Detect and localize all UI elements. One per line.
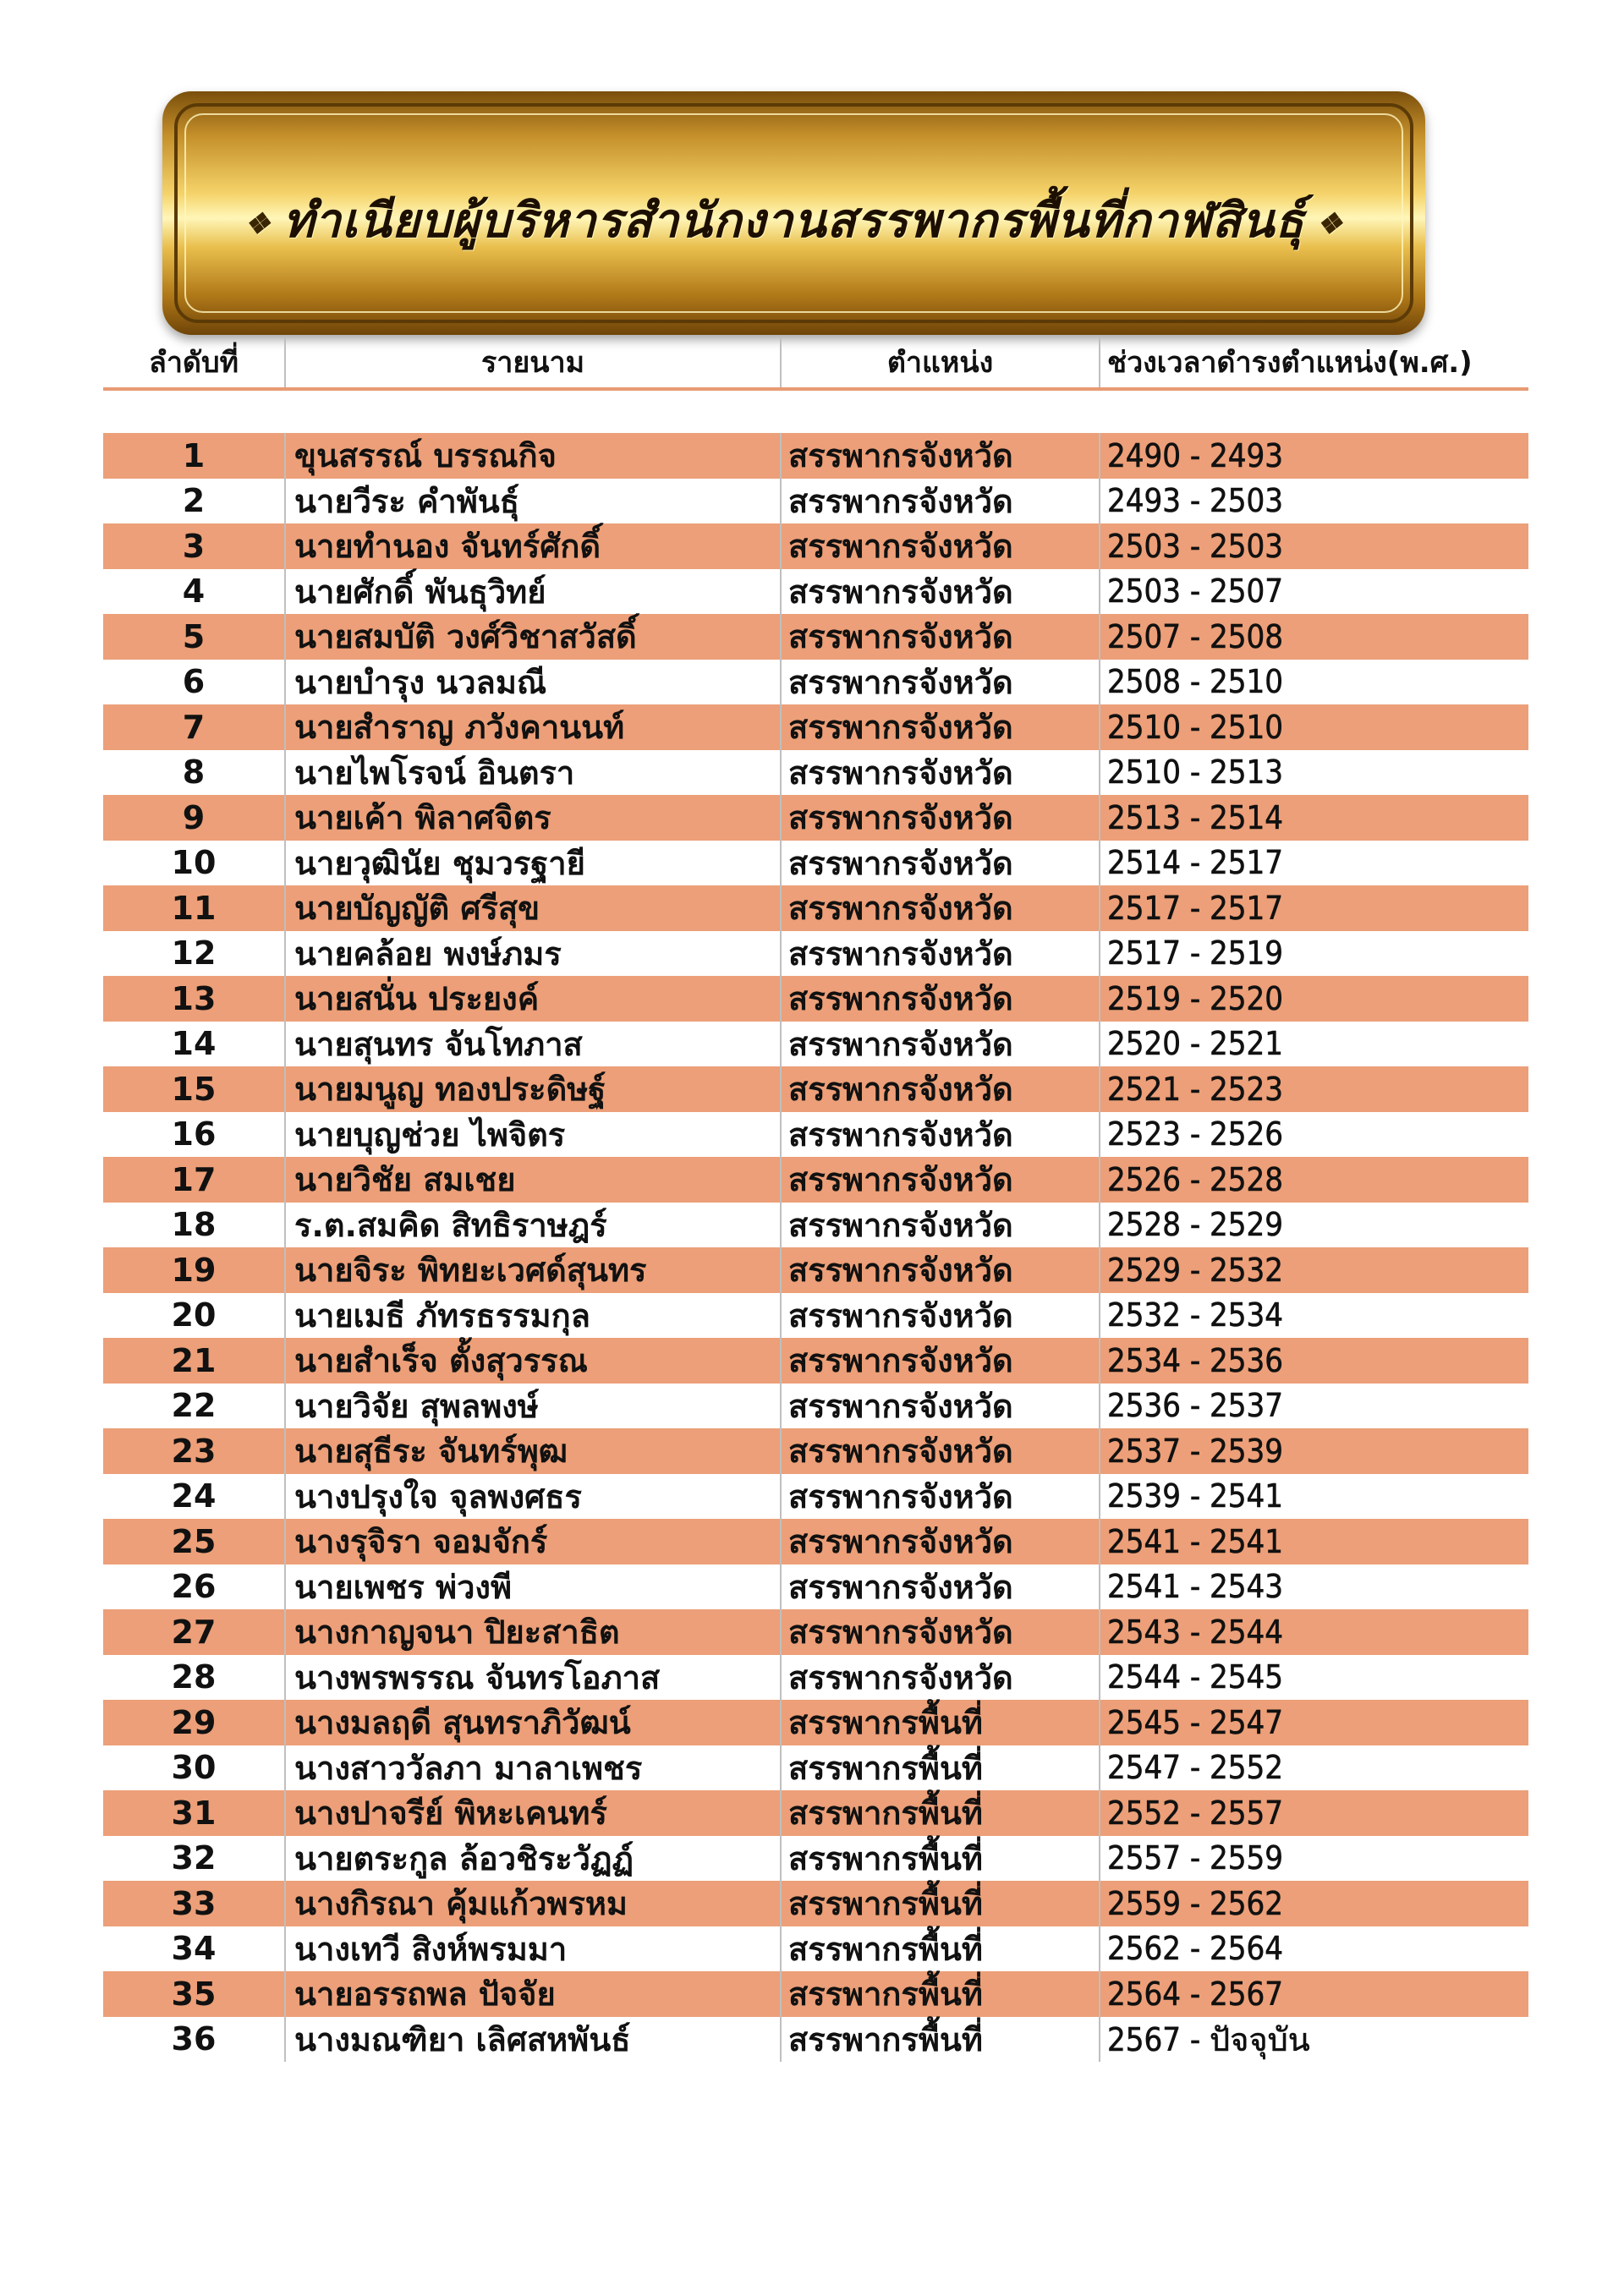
row-period: 2544 - 2545: [1099, 1655, 1528, 1701]
row-name: นายมนูญ ทองประดิษฐ์: [284, 1066, 780, 1112]
row-name: นางมณฑิยา เลิศสหพันธ์: [284, 2017, 780, 2063]
row-position: สรรพากรจังหวัด: [780, 704, 1099, 750]
table-row: [103, 1203, 1528, 1248]
row-name: นางปาจรีย์ พิหะเคนทร์: [284, 1790, 780, 1836]
table-row: [103, 976, 1528, 1022]
row-order: 29: [171, 1703, 217, 1741]
row-name: นายอรรถพล ปัจจัย: [284, 1971, 780, 2017]
row-name: นายไพโรจน์ อินตรา: [284, 750, 780, 796]
table-row: [103, 795, 1528, 841]
row-order: 20: [171, 1296, 217, 1334]
page-title: [162, 183, 1425, 258]
row-period: 2541 - 2541: [1099, 1519, 1528, 1564]
table-row: [103, 931, 1528, 977]
table-row: [103, 1836, 1528, 1882]
row-position: สรรพากรจังหวัด: [780, 1293, 1099, 1339]
row-period: 2519 - 2520: [1099, 976, 1528, 1022]
row-position: สรรพากรพื้นที่: [780, 1790, 1099, 1836]
table-row: [103, 1112, 1528, 1158]
row-order: 4: [182, 573, 206, 611]
table-row: [103, 1474, 1528, 1520]
row-position: สรรพากรจังหวัด: [780, 614, 1099, 660]
row-name: นายศักดิ์ พันธุวิทย์: [284, 569, 780, 615]
table-row: [103, 523, 1528, 569]
row-order: 10: [171, 844, 217, 882]
row-period: 2521 - 2523: [1099, 1066, 1528, 1112]
row-order: 15: [171, 1070, 217, 1108]
row-order: 3: [182, 527, 206, 565]
directors-table: [103, 337, 1528, 2062]
row-name: นายเมธี ภัทรธรรมกุล: [284, 1293, 780, 1339]
row-name: นายบัญญัติ ศรีสุข: [284, 885, 780, 931]
row-period: 2562 - 2564: [1099, 1926, 1528, 1972]
row-order: 21: [171, 1341, 217, 1379]
table-row: [103, 1066, 1528, 1112]
row-name: นางกิรณา คุ้มแก้วพรหม: [284, 1881, 780, 1926]
table-row: [103, 614, 1528, 660]
page-title-text: ทำเนียบผู้บริหารสำนักงานสรรพากรพื้นที่กาฬสินธุ์: [283, 193, 1305, 249]
row-position: สรรพากรพื้นที่: [780, 1700, 1099, 1745]
table-spacer-row: [103, 391, 1528, 433]
row-name: นายสมบัติ วงศ์วิชาสวัสดิ์: [284, 614, 780, 660]
ornament-left-icon: ❖: [244, 207, 272, 242]
row-period: 2503 - 2503: [1099, 523, 1528, 569]
row-name: นายเพชร พ่วงพี: [284, 1564, 780, 1610]
row-period: 2510 - 2513: [1099, 750, 1528, 796]
row-period: 2552 - 2557: [1099, 1790, 1528, 1836]
row-order: 23: [171, 1432, 217, 1470]
row-position: สรรพากรจังหวัด: [780, 1474, 1099, 1520]
table-row: [103, 750, 1528, 796]
table-header: [103, 337, 1528, 391]
row-position: สรรพากรจังหวัด: [780, 1384, 1099, 1429]
row-period: 2513 - 2514: [1099, 795, 1528, 841]
row-order: 26: [171, 1568, 217, 1606]
row-order: 18: [171, 1206, 217, 1244]
table-row: [103, 1564, 1528, 1610]
row-position: สรรพากรจังหวัด: [780, 523, 1099, 569]
row-name: นางปรุงใจ จุลพงศธร: [284, 1474, 780, 1520]
row-order: 7: [182, 708, 206, 746]
row-position: สรรพากรจังหวัด: [780, 931, 1099, 977]
row-period: 2532 - 2534: [1099, 1293, 1528, 1339]
row-position: สรรพากรจังหวัด: [780, 976, 1099, 1022]
row-period: 2534 - 2536: [1099, 1338, 1528, 1384]
row-name: นางเทวี สิงห์พรมมา: [284, 1926, 780, 1972]
row-period: 2547 - 2552: [1099, 1745, 1528, 1791]
row-name: นายสำราญ ภวังคานนท์: [284, 704, 780, 750]
row-order: 34: [171, 1930, 217, 1968]
row-position: สรรพากรจังหวัด: [780, 1338, 1099, 1384]
row-position: สรรพากรจังหวัด: [780, 1022, 1099, 1067]
table-row: [103, 704, 1528, 750]
table-row: [103, 1700, 1528, 1745]
row-period: 2545 - 2547: [1099, 1700, 1528, 1745]
row-position: สรรพากรพื้นที่: [780, 1836, 1099, 1882]
row-position: สรรพากรจังหวัด: [780, 569, 1099, 615]
row-position: สรรพากรจังหวัด: [780, 1157, 1099, 1203]
row-order: 8: [182, 753, 206, 792]
row-name: นายสุนทร จันโทภาส: [284, 1022, 780, 1067]
row-name: นายเค้า พิลาศจิตร: [284, 795, 780, 841]
table-row: [103, 1247, 1528, 1293]
row-name: ร.ต.สมคิด สิทธิราษฎร์: [284, 1203, 780, 1248]
row-period: 2537 - 2539: [1099, 1428, 1528, 1474]
row-position: สรรพากรจังหวัด: [780, 795, 1099, 841]
row-period: 2564 - 2567: [1099, 1971, 1528, 2017]
row-period: 2557 - 2559: [1099, 1836, 1528, 1882]
row-order: 25: [171, 1522, 217, 1560]
row-period: 2490 - 2493: [1099, 433, 1528, 479]
row-period: 2523 - 2526: [1099, 1112, 1528, 1158]
table-row: [103, 1881, 1528, 1926]
header-order: ลำดับที่: [148, 346, 239, 380]
row-period: 2517 - 2517: [1099, 885, 1528, 931]
row-order: 1: [182, 436, 206, 474]
row-period: 2517 - 2519: [1099, 931, 1528, 977]
row-period: 2543 - 2544: [1099, 1609, 1528, 1655]
row-order: 11: [171, 889, 217, 927]
row-name: นายบุญช่วย ไพจิตร: [284, 1112, 780, 1158]
table-row: [103, 1338, 1528, 1384]
row-position: สรรพากรพื้นที่: [780, 1971, 1099, 2017]
table-body: [103, 433, 1528, 2062]
row-order: 17: [171, 1160, 217, 1198]
row-name: นางพรพรรณ จันทรโอภาส: [284, 1655, 780, 1701]
table-row: [103, 1926, 1528, 1972]
row-name: นายบำรุง นวลมณี: [284, 660, 780, 705]
header-position: ตำแหน่ง: [780, 337, 1099, 387]
row-name: นายวีระ คำพันธุ์: [284, 479, 780, 524]
row-period: 2510 - 2510: [1099, 704, 1528, 750]
row-period: 2528 - 2529: [1099, 1203, 1528, 1248]
table-row: [103, 1428, 1528, 1474]
table-row: [103, 885, 1528, 931]
row-position: สรรพากรจังหวัด: [780, 1564, 1099, 1610]
row-position: สรรพากรจังหวัด: [780, 1203, 1099, 1248]
table-row: [103, 1971, 1528, 2017]
table-row: [103, 433, 1528, 479]
row-position: สรรพากรพื้นที่: [780, 1881, 1099, 1926]
row-period: 2559 - 2562: [1099, 1881, 1528, 1926]
row-order: 12: [171, 934, 217, 973]
row-order: 22: [171, 1387, 217, 1425]
row-order: 16: [171, 1115, 217, 1153]
row-period: 2567 - ปัจจุบัน: [1099, 2017, 1528, 2063]
table-row: [103, 1022, 1528, 1067]
row-order: 14: [171, 1025, 217, 1063]
row-position: สรรพากรจังหวัด: [780, 1519, 1099, 1564]
row-position: สรรพากรจังหวัด: [780, 433, 1099, 479]
row-period: 2526 - 2528: [1099, 1157, 1528, 1203]
row-name: นายวิชัย สมเชย: [284, 1157, 780, 1203]
row-name: ขุนสรรณ์ บรรณกิจ: [284, 433, 780, 479]
table-row: [103, 1157, 1528, 1203]
table-row: [103, 1609, 1528, 1655]
row-period: 2514 - 2517: [1099, 841, 1528, 886]
row-order: 9: [182, 798, 206, 836]
row-period: 2539 - 2541: [1099, 1474, 1528, 1520]
header-name: รายนาม: [284, 337, 780, 387]
row-order: 30: [171, 1749, 217, 1787]
row-position: สรรพากรจังหวัด: [780, 479, 1099, 524]
row-order: 28: [171, 1658, 217, 1696]
row-period: 2507 - 2508: [1099, 614, 1528, 660]
table-row: [103, 1519, 1528, 1564]
row-order: 19: [171, 1251, 217, 1289]
row-order: 32: [171, 1839, 217, 1877]
row-name: นายวุฒินัย ชุมวรฐายี: [284, 841, 780, 886]
row-name: นางสาววัลภา มาลาเพชร: [284, 1745, 780, 1791]
title-plaque: [162, 91, 1425, 335]
row-order: 6: [182, 663, 206, 701]
row-position: สรรพากรพื้นที่: [780, 2017, 1099, 2063]
row-name: นายสำเร็จ ตั้งสุวรรณ: [284, 1338, 780, 1384]
ornament-right-icon: ❖: [1316, 207, 1343, 242]
row-position: สรรพากรจังหวัด: [780, 1066, 1099, 1112]
row-order: 24: [171, 1477, 217, 1515]
row-position: สรรพากรจังหวัด: [780, 1112, 1099, 1158]
row-name: นายจิระ พิทยะเวศด์สุนทร: [284, 1247, 780, 1293]
table-row: [103, 1745, 1528, 1791]
table-row: [103, 660, 1528, 705]
row-name: นายวิจัย สุพลพงษ์: [284, 1384, 780, 1429]
table-row: [103, 841, 1528, 886]
row-order: 36: [171, 2020, 217, 2058]
row-position: สรรพากรจังหวัด: [780, 660, 1099, 705]
row-name: นายทำนอง จันทร์ศักดิ์: [284, 523, 780, 569]
row-position: สรรพากรจังหวัด: [780, 1655, 1099, 1701]
row-name: นางกาญจนา ปิยะสาธิต: [284, 1609, 780, 1655]
row-order: 27: [171, 1613, 217, 1651]
table-row: [103, 1384, 1528, 1429]
table-row: [103, 1655, 1528, 1701]
row-name: นางมลฤดี สุนทราภิวัฒน์: [284, 1700, 780, 1745]
row-period: 2493 - 2503: [1099, 479, 1528, 524]
row-position: สรรพากรจังหวัด: [780, 750, 1099, 796]
row-position: สรรพากรพื้นที่: [780, 1745, 1099, 1791]
row-order: 31: [171, 1794, 217, 1832]
row-name: นายตระกูล ล้อวชิระวัฏฏ์: [284, 1836, 780, 1882]
row-position: สรรพากรจังหวัด: [780, 885, 1099, 931]
table-row: [103, 569, 1528, 615]
row-name: นายคล้อย พงษ์ภมร: [284, 931, 780, 977]
table-row: [103, 479, 1528, 524]
row-position: สรรพากรจังหวัด: [780, 1609, 1099, 1655]
row-position: สรรพากรจังหวัด: [780, 1428, 1099, 1474]
row-period: 2503 - 2507: [1099, 569, 1528, 615]
table-row: [103, 1790, 1528, 1836]
row-period: 2529 - 2532: [1099, 1247, 1528, 1293]
row-period: 2536 - 2537: [1099, 1384, 1528, 1429]
row-order: 33: [171, 1884, 217, 1922]
row-order: 35: [171, 1975, 217, 2013]
row-order: 13: [171, 979, 217, 1017]
table-row: [103, 2017, 1528, 2063]
row-position: สรรพากรจังหวัด: [780, 1247, 1099, 1293]
row-position: สรรพากรพื้นที่: [780, 1926, 1099, 1972]
table-row: [103, 1293, 1528, 1339]
row-order: 5: [182, 617, 206, 655]
row-position: สรรพากรจังหวัด: [780, 841, 1099, 886]
row-name: นายสุธีระ จันทร์พุฒ: [284, 1428, 780, 1474]
header-period: ช่วงเวลาดำรงตำแหน่ง(พ.ศ.): [1099, 337, 1528, 387]
row-period: 2508 - 2510: [1099, 660, 1528, 705]
row-period: 2520 - 2521: [1099, 1022, 1528, 1067]
row-period: 2541 - 2543: [1099, 1564, 1528, 1610]
row-name: นางรุจิรา จอมจักร์: [284, 1519, 780, 1564]
row-order: 2: [182, 482, 206, 520]
row-name: นายสนั่น ประยงค์: [284, 976, 780, 1022]
